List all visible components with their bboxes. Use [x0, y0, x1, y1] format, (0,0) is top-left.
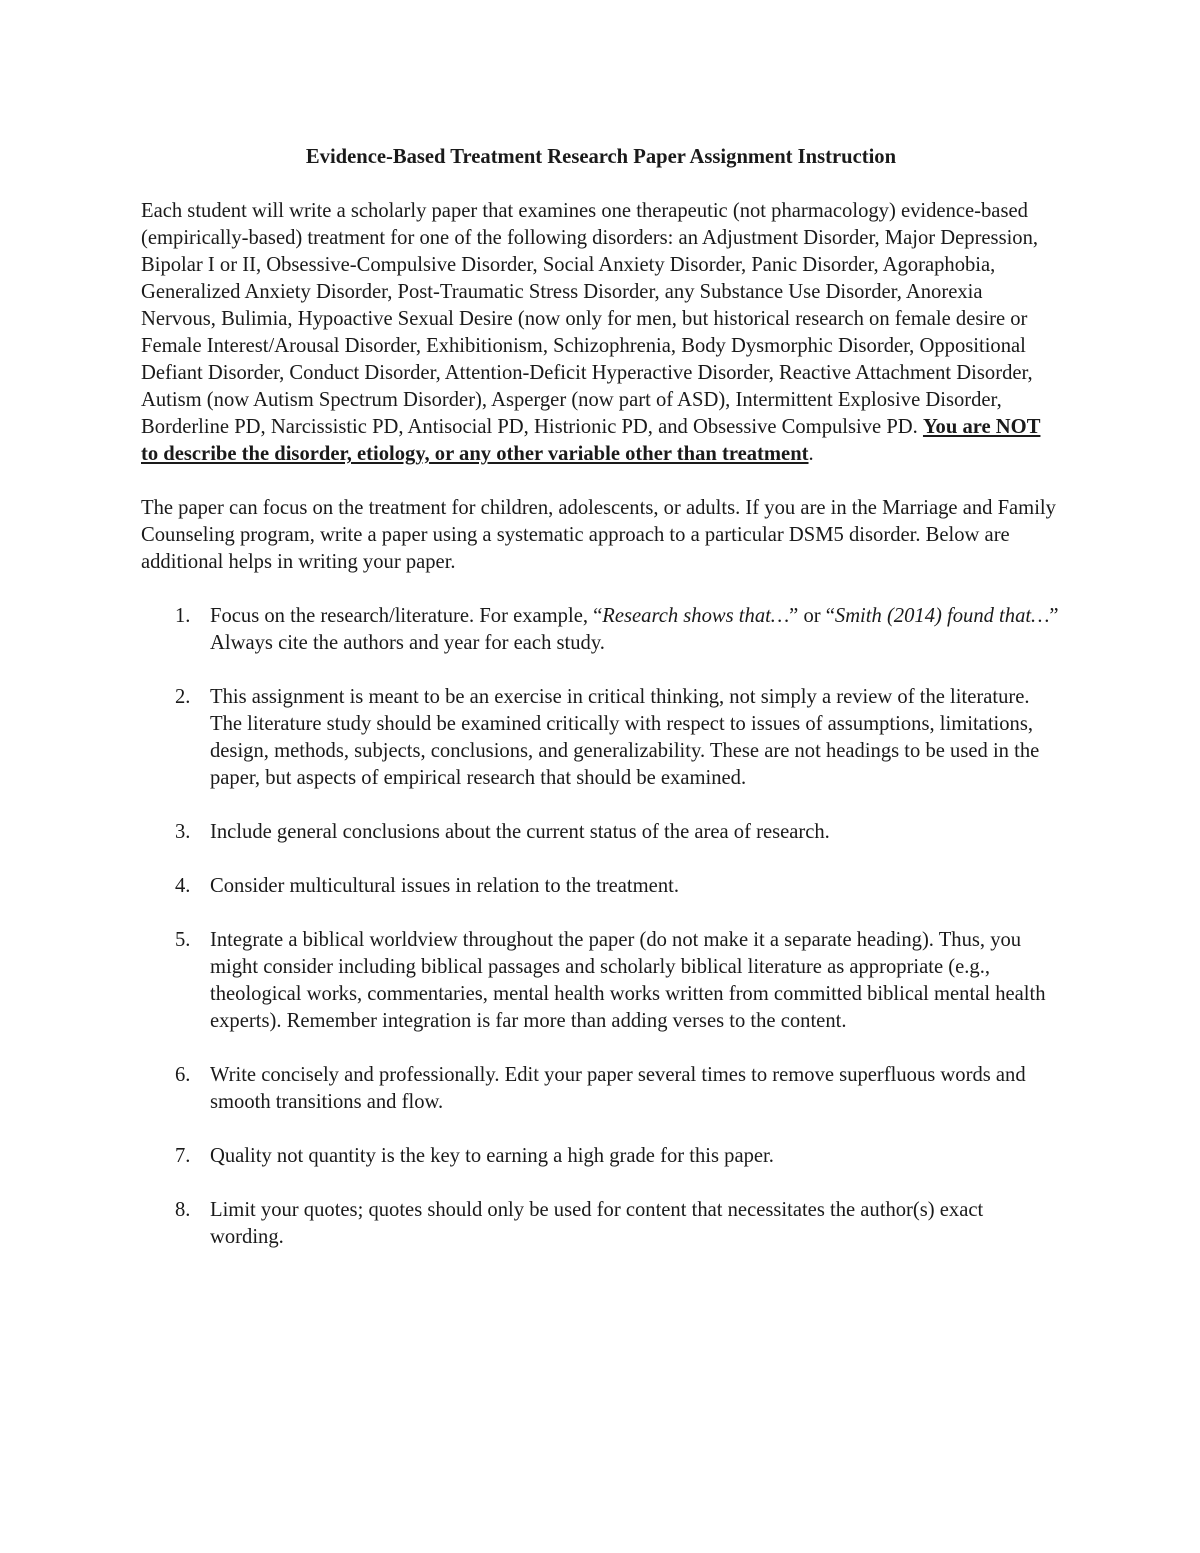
paragraph-2: The paper can focus on the treatment for children, adolescents, or adults. If you are in the Marriage and Family Counseling program, write a paper using a systematic approach to a particular DSM5 disorder. Below are additional helps in writing your paper.: [141, 497, 1056, 573]
list-item-number: 1.: [175, 605, 191, 627]
list-item: [141, 603, 1061, 657]
list-item-number: 2.: [175, 686, 191, 708]
list-item: [141, 1143, 1061, 1170]
list-item-text: Include general conclusions about the current status of the area of research.: [210, 821, 830, 843]
document-body: [141, 144, 1061, 1278]
list-item-text: ” Always cite the authors and year for each study.: [210, 605, 1059, 654]
list-item-text: Write concisely and professionally. Edit your paper several times to remove superfluous words and smooth transitions and flow.: [210, 1064, 1026, 1113]
list-item-text: Limit your quotes; quotes should only be used for content that necessitates the author(s) exact wording.: [210, 1199, 984, 1248]
intro-text: Each student will write a scholarly paper that examines one therapeutic (not pharmacology) evidence-based (empirically-based) treatment for one of the following disorders: an Adjustment Disorder, Major Depression, Bipolar I or II, Obsessive-Compulsive Disorder, Social Anxiety Disorder, Panic Disorder, Agoraphobia, Generalized Anxiety Disorder, Post-Traumatic Stress Disorder, any Substance Use Disorder, Anorexia Nervous, Bulimia, Hypoactive Sexual Desire (now only for men, but historical research on female desire or Female Interest/Arousal Disorder, Exhibitionism, Schizophrenia, Body Dysmorphic Disorder, Oppositional Defiant Disorder, Conduct Disorder, Attention-Deficit Hyperactive Disorder, Reactive Attachment Disorder, Autism (now Autism Spectrum Disorder), Asperger (now part of ASD), Intermittent Explosive Disorder, Borderline PD, Narcissistic PD, Antisocial PD, Histrionic PD, and Obsessive Compulsive PD.: [141, 200, 1039, 438]
list-item: [141, 819, 1061, 846]
list-item-number: 8.: [175, 1199, 191, 1221]
list-item-number: 7.: [175, 1145, 191, 1167]
list-item: [141, 873, 1061, 900]
list-item-number: 3.: [175, 821, 191, 843]
example-quote-1: Research shows that…: [602, 605, 790, 627]
list-item-text: Quality not quantity is the key to earning a high grade for this paper.: [210, 1145, 774, 1167]
list-item: [141, 1197, 1061, 1251]
list-item-number: 5.: [175, 929, 191, 951]
example-quote-2: Smith (2014) found that…: [834, 605, 1050, 627]
list-item: [141, 927, 1061, 1035]
list-item-text: This assignment is meant to be an exercise in critical thinking, not simply a review of the literature. The literature study should be examined critically with respect to issues of assumptions, limitations, design, methods, subjects, conclusions, and generalizability. These are not headings to be used in the paper, but aspects of empirical research that should be examined.: [210, 686, 1040, 789]
list-item: [141, 1062, 1061, 1116]
list-item-number: 6.: [175, 1064, 191, 1086]
list-item: [141, 684, 1061, 792]
intro-emphasis: You are NOT to describe the disorder, etiology, or any other variable other than treatment: [141, 416, 1041, 465]
list-item-text: Consider multicultural issues in relation to the treatment.: [210, 875, 679, 897]
intro-end: .: [808, 443, 814, 465]
list-item-text: Integrate a biblical worldview throughout the paper (do not make it a separate heading). Thus, you might consider including biblical passages and scholarly biblical literature as appropriate (e.g., theological works, commentaries, mental health works written from committed biblical mental health experts). Remember integration is far more than adding verses to the content.: [210, 929, 1046, 1032]
list-item-number: 4.: [175, 875, 191, 897]
intro-paragraph: [141, 198, 1061, 468]
list-item-text: Focus on the research/literature. For example, “: [210, 605, 603, 627]
guidelines-list: [141, 603, 1061, 1251]
document-title: Evidence-Based Treatment Research Paper Assignment Instruction: [305, 146, 897, 168]
list-item-text: ” or “: [789, 605, 835, 627]
